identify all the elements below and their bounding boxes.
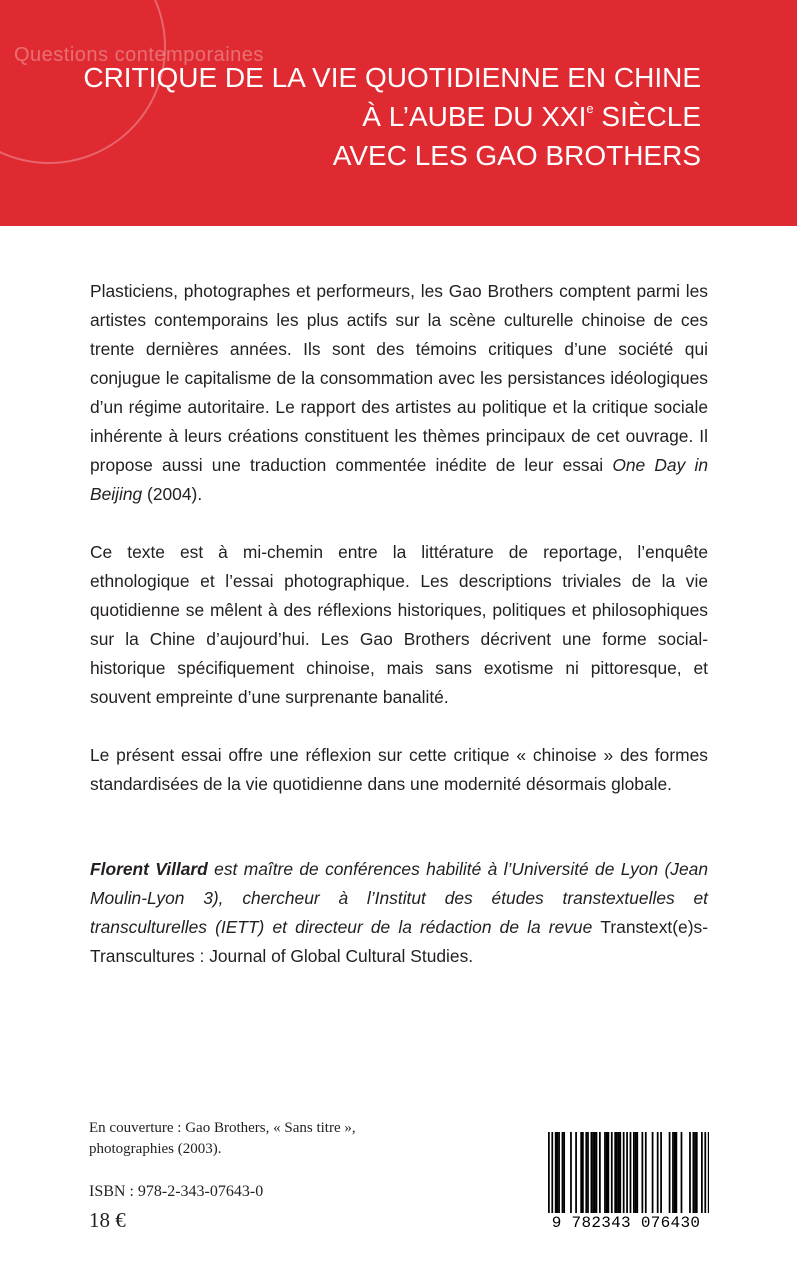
barcode-bar (642, 1132, 644, 1214)
barcode-bar (585, 1132, 587, 1214)
barcode-bar (555, 1132, 557, 1214)
title-line-1: CRITIQUE DE LA VIE QUOTIDIENNE EN CHINE (83, 62, 701, 93)
barcode-bar (594, 1132, 596, 1214)
barcode-bar (633, 1132, 635, 1214)
barcode-bar (557, 1132, 559, 1214)
essay-title: One Day in Beijing (90, 455, 708, 504)
barcode-bar (681, 1132, 683, 1214)
barcode-bar (611, 1132, 613, 1214)
ean13-barcode-icon (543, 1130, 709, 1234)
barcode-bar (645, 1132, 647, 1214)
barcode-bar (580, 1132, 582, 1214)
barcode-bar (696, 1132, 698, 1214)
barcode-bar (623, 1132, 625, 1214)
barcode-bar (693, 1132, 695, 1214)
author-name: Florent Villard (90, 859, 208, 879)
barcode-bar (575, 1132, 577, 1214)
book-title (83, 58, 701, 175)
barcode-bar (570, 1132, 572, 1214)
barcode-digits: 9 782343 076430 (543, 1213, 709, 1233)
barcode-bar (674, 1132, 676, 1214)
title-line-2: À L’AUBE DU XXIe SIÈCLE (362, 101, 701, 132)
barcode-bar (676, 1132, 678, 1214)
barcode-bar (660, 1132, 662, 1214)
barcode-bar (604, 1132, 606, 1214)
barcode-bar (618, 1132, 620, 1214)
barcode-bar (636, 1132, 638, 1214)
title-line-3: AVEC LES GAO BROTHERS (332, 140, 701, 171)
barcode-bar (652, 1132, 654, 1214)
barcode-bar (599, 1132, 601, 1214)
isbn: ISBN : 978-2-343-07643-0 (89, 1183, 264, 1200)
barcode-bar (587, 1132, 589, 1214)
barcode-bar (694, 1132, 696, 1214)
blurb-paragraph-3: Le présent essai offre une réflexion sur cette critique « chinoise » des formes standardisées de la vie quotidienne dans une modernité désormais globale. (90, 745, 708, 794)
barcode-bar (657, 1132, 659, 1214)
barcode-bar (616, 1132, 618, 1214)
barcode-bar (614, 1132, 616, 1214)
barcode-bar (558, 1132, 560, 1214)
barcode-bar (582, 1132, 584, 1214)
series-label: Questions contemporaines (14, 44, 264, 66)
price: 18 € (89, 1208, 126, 1232)
cover-banner (0, 0, 797, 226)
barcode-bar (606, 1132, 608, 1214)
barcode-bar (669, 1132, 671, 1214)
barcode-bar (689, 1132, 691, 1214)
author-bio: Florent Villard est maître de conférences habilité à l’Université de Lyon (Jean Moulin-Lyon 3), chercheur à l’Institut des études transtextuelles et transculturelles (IETT) et directeur de la rédaction de la revue Transtext(e)s-Transcultures : Journal of Global Cultural Studies. (90, 859, 709, 966)
journal-name: Transtext(e)s-Transcultures : Journal of Global Cultural Studies. (90, 917, 708, 966)
blurb-paragraph-1: Plasticiens, photographes et performeurs, les Gao Brothers comptent parmi les artistes contemporains les plus actifs sur la scène culturelle chinoise de ces trente dernières années. Ils sont des témoins critiques d’une société qui conjugue le capitalisme de la consommation avec les persistances idéologiques d’un régime autoritaire. Le rapport des artistes au politique et la critique sociale inhérente à leurs créations constituent les thèmes principaux de cet ouvrage. Il propose aussi une traduction commentée inédite de leur essai One Day in Beijing (2004). (90, 281, 708, 504)
barcode-bar (672, 1132, 674, 1214)
barcode-bar (563, 1132, 565, 1214)
barcode-bar (591, 1132, 593, 1214)
blurb-paragraph-2: Ce texte est à mi-chemin entre la littérature de reportage, l’enquête ethnologique et l’essai photographique. Les descriptions triviales de la vie quotidienne se mêlent à des réflexions historiques, politiques et philosophiques sur la Chine d’aujourd’hui. Les Gao Brothers décrivent une forme social-historique spécifiquement chinoise, mais sans exotisme ni pittoresque, et souvent empreinte d’une surprenante banalité. (90, 542, 708, 707)
barcode-bar (562, 1132, 564, 1214)
barcode-bar (619, 1132, 621, 1214)
barcode-bar (701, 1132, 703, 1214)
barcode-bar (635, 1132, 637, 1214)
barcode-bar (596, 1132, 598, 1214)
cover-credit: En couverture : Gao Brothers, « Sans titre », photographies (2003). (89, 1120, 356, 1157)
barcode-bar (592, 1132, 594, 1214)
barcode-bar (608, 1132, 610, 1214)
